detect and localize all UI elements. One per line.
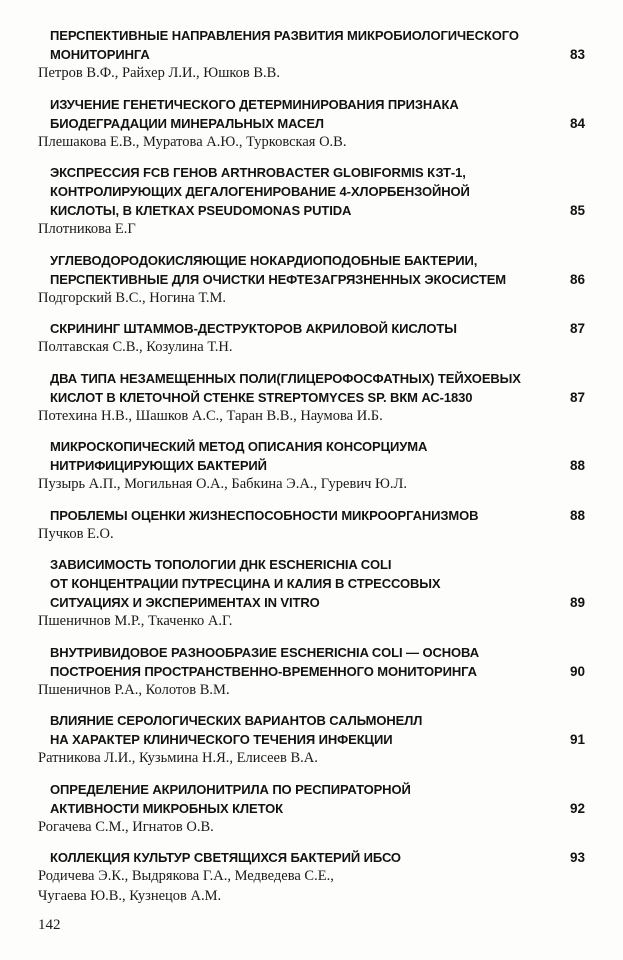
entry-title-line: СИТУАЦИЯХ И ЭКСПЕРИМЕНТАХ IN VITRO bbox=[50, 595, 320, 610]
entry-authors bbox=[38, 749, 585, 769]
toc-list bbox=[38, 26, 585, 906]
entry-title-row bbox=[38, 711, 585, 749]
entry-title-line: МОНИТОРИНГА bbox=[50, 47, 150, 62]
toc-entry bbox=[38, 437, 585, 495]
entry-title-line: КИСЛОТЫ, В КЛЕТКАХ PSEUDOMONAS PUTIDA bbox=[50, 203, 352, 218]
entry-page-number: 90 bbox=[569, 663, 585, 679]
toc-entry bbox=[38, 163, 585, 240]
entry-author-line: Петров В.Ф., Райхер Л.И., Юшков В.В. bbox=[38, 65, 280, 81]
entry-authors bbox=[38, 220, 585, 240]
entry-title-lines bbox=[50, 163, 541, 220]
entry-page-number: 89 bbox=[569, 595, 585, 610]
entry-page-number: 88 bbox=[569, 507, 585, 523]
entry-authors bbox=[38, 525, 585, 545]
entry-title-line: БИОДЕГРАДАЦИИ МИНЕРАЛЬНЫХ МАСЕЛ bbox=[50, 115, 324, 131]
entry-title-line: ПРОБЛЕМЫ ОЦЕНКИ ЖИЗНЕСПОСОБНОСТИ МИКРООРГАНИЗМОВ bbox=[50, 507, 479, 523]
entry-title-line: ЗАВИСИМОСТЬ ТОПОЛОГИИ ДНК ESCHERICHIA COLI bbox=[50, 557, 392, 572]
toc-entry bbox=[38, 26, 585, 84]
entry-author-line: Плотникова Е.Г bbox=[38, 221, 136, 237]
footer-page-number: 142 bbox=[38, 917, 61, 933]
entry-title-line: ДВА ТИПА НЕЗАМЕЩЕННЫХ ПОЛИ(ГЛИЦЕРОФОСФАТНЫХ) ТЕЙХОЕВЫХ bbox=[50, 370, 521, 386]
entry-title-line: ОПРЕДЕЛЕНИЕ АКРИЛОНИТРИЛА ПО РЕСПИРАТОРНОЙ bbox=[50, 781, 411, 797]
entry-title-line: АКТИВНОСТИ МИКРОБНЫХ КЛЕТОК bbox=[50, 800, 283, 816]
toc-entry bbox=[38, 711, 585, 769]
entry-page-number: 91 bbox=[569, 732, 585, 747]
toc-entry bbox=[38, 506, 585, 545]
entry-title-lines bbox=[50, 26, 541, 64]
entry-title-lines bbox=[50, 848, 541, 867]
entry-page-number: 85 bbox=[569, 203, 585, 218]
entry-author-line: Плешакова Е.В., Муратова А.Ю., Турковская О.В. bbox=[38, 133, 347, 150]
toc-entry bbox=[38, 251, 585, 309]
entry-title-line: ОТ КОНЦЕНТРАЦИИ ПУТРЕСЦИНА И КАЛИЯ В СТРЕССОВЫХ bbox=[50, 576, 441, 591]
entry-title-lines bbox=[50, 95, 541, 133]
entry-title-line: ИЗУЧЕНИЕ ГЕНЕТИЧЕСКОГО ДЕТЕРМИНИРОВАНИЯ ПРИЗНАКА bbox=[50, 96, 459, 112]
entry-title-lines bbox=[50, 555, 541, 612]
entry-title-row bbox=[38, 319, 585, 338]
entry-author-line: Родичева Э.К., Выдрякова Г.А., Медведева С.Е., bbox=[38, 868, 334, 884]
toc-entry bbox=[38, 848, 585, 906]
entry-page-number: 84 bbox=[569, 115, 585, 131]
entry-title-row bbox=[38, 506, 585, 525]
entry-authors bbox=[38, 338, 585, 358]
entry-title-line: ПЕРСПЕКТИВНЫЕ ДЛЯ ОЧИСТКИ НЕФТЕЗАГРЯЗНЕННЫХ ЭКОСИСТЕМ bbox=[50, 271, 507, 287]
entry-title-row bbox=[38, 95, 585, 133]
entry-page-number: 83 bbox=[569, 47, 585, 62]
entry-page-number: 87 bbox=[569, 389, 585, 405]
entry-title-line: ВНУТРИВИДОВОЕ РАЗНООБРАЗИЕ ESCHERICHIA COLI — ОСНОВА bbox=[50, 644, 479, 660]
entry-title-row bbox=[38, 163, 585, 220]
toc-entry bbox=[38, 643, 585, 701]
entry-title-lines bbox=[50, 711, 541, 749]
entry-author-line: Подгорский В.С., Ногина Т.М. bbox=[38, 289, 227, 306]
entry-title-line: НИТРИФИЦИРУЮЩИХ БАКТЕРИЙ bbox=[50, 458, 267, 473]
entry-title-lines bbox=[50, 643, 541, 681]
entry-title-line: СКРИНИНГ ШТАММОВ-ДЕСТРУКТОРОВ АКРИЛОВОЙ КИСЛОТЫ bbox=[50, 321, 457, 336]
entry-title-line: НА ХАРАКТЕР КЛИНИЧЕСКОГО ТЕЧЕНИЯ ИНФЕКЦИИ bbox=[50, 732, 393, 747]
entry-page-number: 86 bbox=[569, 271, 585, 287]
entry-author-line: Ратникова Л.И., Кузьмина Н.Я., Елисеев В.А. bbox=[38, 750, 318, 766]
entry-title-row bbox=[38, 26, 585, 64]
entry-author-line: Полтавская С.В., Козулина Т.Н. bbox=[38, 339, 233, 355]
entry-title-line: УГЛЕВОДОРОДОКИСЛЯЮЩИЕ НОКАРДИОПОДОБНЫЕ БАКТЕРИИ, bbox=[50, 252, 478, 268]
entry-title-lines bbox=[50, 319, 541, 338]
entry-author-line: Потехина Н.В., Шашков А.С., Таран В.В., Наумова И.Б. bbox=[38, 407, 383, 424]
entry-title-row bbox=[38, 555, 585, 612]
entry-title-lines bbox=[50, 780, 541, 818]
entry-authors bbox=[38, 407, 585, 427]
entry-author-line: Пучков Е.О. bbox=[38, 525, 114, 542]
entry-title-lines bbox=[50, 506, 541, 525]
entry-title-row bbox=[38, 780, 585, 818]
entry-page-number: 92 bbox=[569, 800, 585, 816]
entry-title-row bbox=[38, 643, 585, 681]
entry-author-line: Рогачева С.М., Игнатов О.В. bbox=[38, 818, 214, 835]
toc-entry bbox=[38, 95, 585, 153]
entry-title-line: ВЛИЯНИЕ СЕРОЛОГИЧЕСКИХ ВАРИАНТОВ САЛЬМОНЕЛЛ bbox=[50, 713, 423, 728]
entry-author-line: Пузырь А.П., Могильная О.А., Бабкина Э.А., Гуревич Ю.Л. bbox=[38, 476, 407, 492]
entry-title-row bbox=[38, 369, 585, 407]
toc-entry bbox=[38, 555, 585, 632]
entry-page-number: 88 bbox=[569, 458, 585, 473]
toc-entry bbox=[38, 780, 585, 838]
entry-author-line: Чугаева Ю.В., Кузнецов А.М. bbox=[38, 887, 222, 904]
entry-title-line: ЭКСПРЕССИЯ FCB ГЕНОВ ARTHROBACTER GLOBIFORMIS КЗТ-1, bbox=[50, 165, 466, 180]
entry-author-line: Пшеничнов М.Р., Ткаченко А.Г. bbox=[38, 613, 233, 629]
entry-title-line: КОНТРОЛИРУЮЩИХ ДЕГАЛОГЕНИРОВАНИЕ 4-ХЛОРБЕНЗОЙНОЙ bbox=[50, 184, 470, 199]
entry-author-line: Пшеничнов Р.А., Колотов В.М. bbox=[38, 681, 230, 698]
entry-authors bbox=[38, 289, 585, 309]
entry-authors bbox=[38, 133, 585, 153]
entry-page-number: 93 bbox=[569, 850, 585, 865]
entry-authors bbox=[38, 475, 585, 495]
entry-title-line: МИКРОСКОПИЧЕСКИЙ МЕТОД ОПИСАНИЯ КОНСОРЦИУМА bbox=[50, 439, 428, 454]
entry-authors bbox=[38, 612, 585, 632]
entry-title-row bbox=[38, 251, 585, 289]
entry-title-lines bbox=[50, 251, 541, 289]
entry-title-row bbox=[38, 437, 585, 475]
entry-authors bbox=[38, 64, 585, 84]
entry-title-lines bbox=[50, 437, 541, 475]
entry-title-line: КОЛЛЕКЦИЯ КУЛЬТУР СВЕТЯЩИХСЯ БАКТЕРИЙ ИБСО bbox=[50, 850, 401, 865]
toc-entry bbox=[38, 369, 585, 427]
entry-authors bbox=[38, 681, 585, 701]
entry-authors bbox=[38, 818, 585, 838]
entry-title-line: ПЕРСПЕКТИВНЫЕ НАПРАВЛЕНИЯ РАЗВИТИЯ МИКРОБИОЛОГИЧЕСКОГО bbox=[50, 28, 519, 43]
entry-title-lines bbox=[50, 369, 541, 407]
toc-entry bbox=[38, 319, 585, 358]
entry-title-line: КИСЛОТ В КЛЕТОЧНОЙ СТЕНКЕ STREPTOMYCES SP. ВКМ АС-1830 bbox=[50, 389, 473, 405]
entry-page-number: 87 bbox=[569, 321, 585, 336]
entry-title-row bbox=[38, 848, 585, 867]
entry-authors bbox=[38, 867, 585, 906]
entry-title-line: ПОСТРОЕНИЯ ПРОСТРАНСТВЕННО-ВРЕМЕННОГО МОНИТОРИНГА bbox=[50, 663, 477, 679]
